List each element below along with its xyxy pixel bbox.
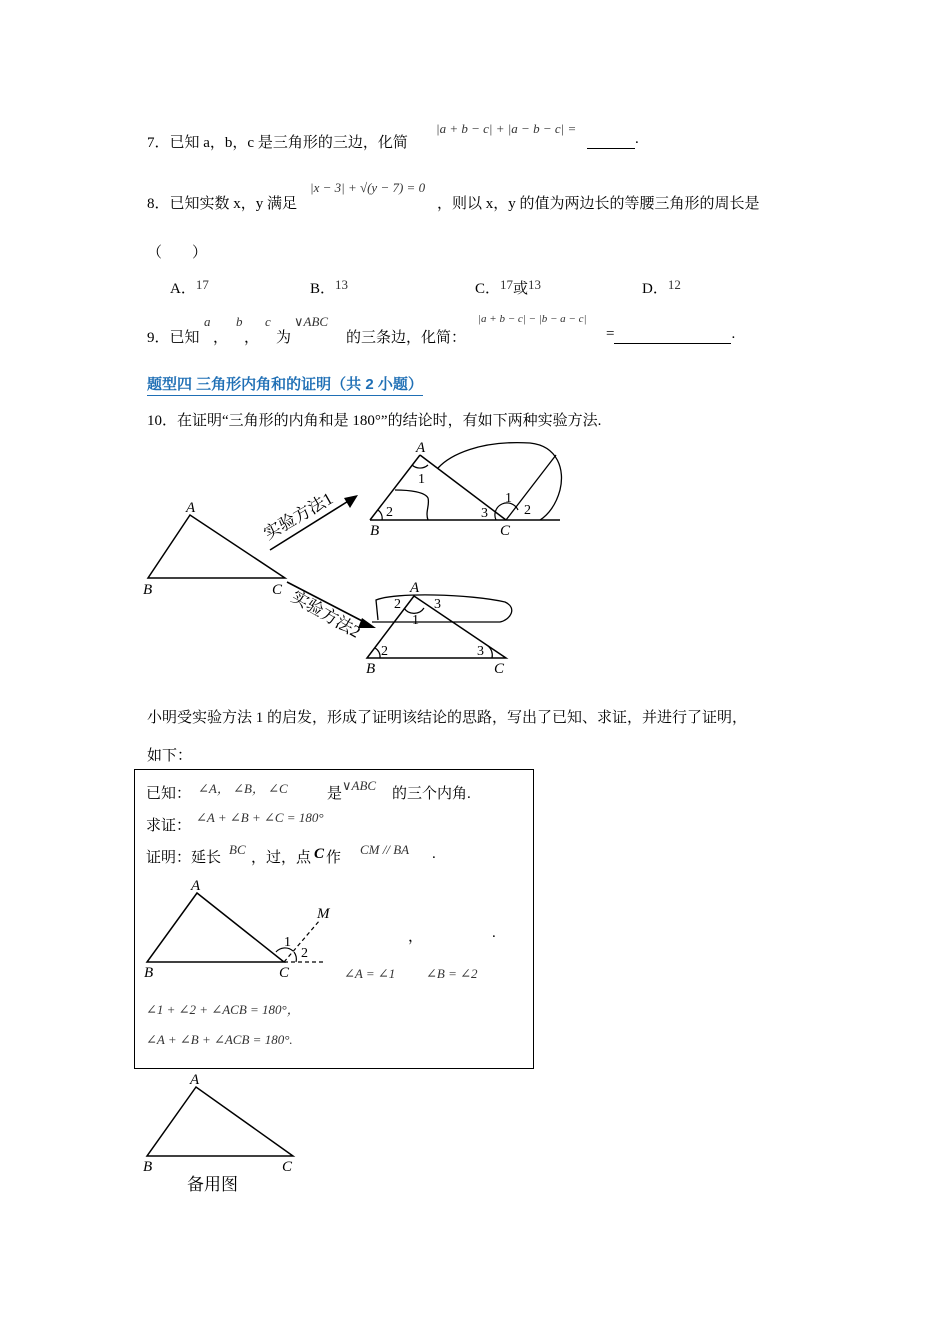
proof-prefix: 证明：延长: [146, 850, 222, 866]
q8-text: 8．已知实数 x，y 满足: [147, 196, 298, 212]
label-b: B: [143, 582, 153, 598]
m1-num-1-right: 1: [505, 491, 512, 506]
q9-answer-line: = .: [606, 326, 736, 342]
m1-label-b: B: [370, 523, 380, 539]
m2-label-a: A: [410, 580, 420, 596]
given-angles: ∠A， ∠B， ∠C: [198, 781, 288, 796]
q8-option-d: D．12: [642, 277, 681, 297]
m1-num-2-left: 2: [386, 505, 393, 520]
q9-expression: |a + b − c| − |b − a − c|: [478, 313, 587, 325]
proof-label-b: B: [144, 965, 154, 981]
spare-caption: 备用图: [187, 1175, 238, 1194]
q9-comma1: ，: [213, 330, 229, 346]
label-c: C: [272, 582, 283, 598]
q7-text: 7．已知 a，b，c 是三角形的三边，化简: [147, 135, 408, 151]
proof-label-a: A: [191, 878, 201, 894]
spare-triangle-shape: [147, 1087, 293, 1156]
proof-line-2: ∠A + ∠B + ∠ACB = 180°.: [146, 1032, 293, 1047]
proof-dot-blank: .: [492, 925, 496, 941]
m1-label-c: C: [500, 523, 511, 539]
q7-end: .: [635, 131, 639, 147]
q9-wei: 为: [276, 330, 292, 346]
m2-num-3-top: 3: [434, 597, 441, 612]
q8-option-a: A．17: [170, 277, 209, 297]
prove-statement: ∠A + ∠B + ∠C = 180°: [196, 810, 324, 825]
m2-num-3-bottom: 3: [477, 644, 484, 659]
proof-line-1: ∠1 + ∠2 + ∠ACB = 180°，: [146, 1002, 300, 1017]
spare-label-b: B: [143, 1159, 153, 1175]
spare-label-a: A: [190, 1072, 200, 1088]
given-triangle: ∨ABC: [342, 778, 377, 793]
spare-label-c: C: [282, 1159, 293, 1175]
q8-option-c: C．17或13: [475, 277, 542, 297]
m1-num-1-top: 1: [418, 472, 425, 487]
q9-triangle: ∨ABC: [294, 314, 329, 329]
q7-expression: |a + b − c| + |a − b − c| =: [436, 121, 577, 136]
q9-b: b: [236, 314, 243, 329]
m1-num-2-right: 2: [524, 503, 531, 518]
m1-label-a: A: [416, 440, 426, 456]
proof-end: .: [432, 846, 436, 862]
q10-paragraph-2: 如下：: [147, 748, 193, 764]
prove-prefix: 求证：: [146, 818, 192, 834]
q9-a: a: [204, 314, 211, 329]
q10-paragraph-1: 小明受实验方法 1 的启发，形成了证明该结论的思路，写出了已知、求证，并进行了证明，: [147, 710, 748, 726]
m2-num-2-top: 2: [394, 597, 401, 612]
q10-text: 10．在证明“三角形的内角和是 180°”的结论时，有如下两种实验方法.: [147, 413, 602, 429]
q9-prefix: 9．已知: [147, 330, 200, 346]
q9-c: c: [265, 314, 271, 329]
proof-eq-angle-b: ∠B = ∠2: [426, 966, 478, 981]
proof-mid: ，过，点: [251, 850, 312, 866]
proof-eq-angle-a: ∠A = ∠1: [344, 966, 396, 981]
m2-num-2-bottom: 2: [381, 644, 388, 659]
proof-point-c: C: [314, 846, 325, 862]
given-line: 已知：: [146, 786, 192, 802]
proof-num-1: 1: [284, 935, 291, 950]
method-2-label: 实验方法2: [288, 587, 364, 642]
m1-num-3: 3: [481, 506, 488, 521]
q8-paren: （ ）: [147, 245, 208, 261]
label-a: A: [186, 500, 196, 516]
m2-label-b: B: [366, 661, 376, 677]
proof-label-m: M: [317, 906, 330, 922]
q8-text-2: ，则以 x，y 的值为两边长的等腰三角形的周长是: [437, 196, 760, 212]
proof-cm-parallel: CM // BA: [360, 842, 410, 857]
proof-bc: BC: [229, 842, 246, 857]
given-is: 是: [327, 786, 343, 802]
m2-num-1: 1: [412, 613, 419, 628]
given-suffix: 的三个内角.: [392, 786, 471, 802]
q8-option-b: B．13: [310, 277, 349, 297]
proof-comma-blank: ，: [408, 929, 424, 945]
method-1-label: 实验方法1: [260, 488, 337, 544]
q8-expression: |x − 3| + √(y − 7) = 0: [310, 180, 426, 195]
q9-comma2: ，: [244, 330, 260, 346]
proof-num-2: 2: [301, 946, 308, 961]
q9-text-2: 的三条边，化简：: [346, 330, 467, 346]
proof-label-c: C: [279, 965, 290, 981]
section-heading: 题型四 三角形内角和的证明（共 2 小题）: [147, 373, 423, 396]
m2-label-c: C: [494, 661, 505, 677]
proof-make: 作: [326, 850, 342, 866]
